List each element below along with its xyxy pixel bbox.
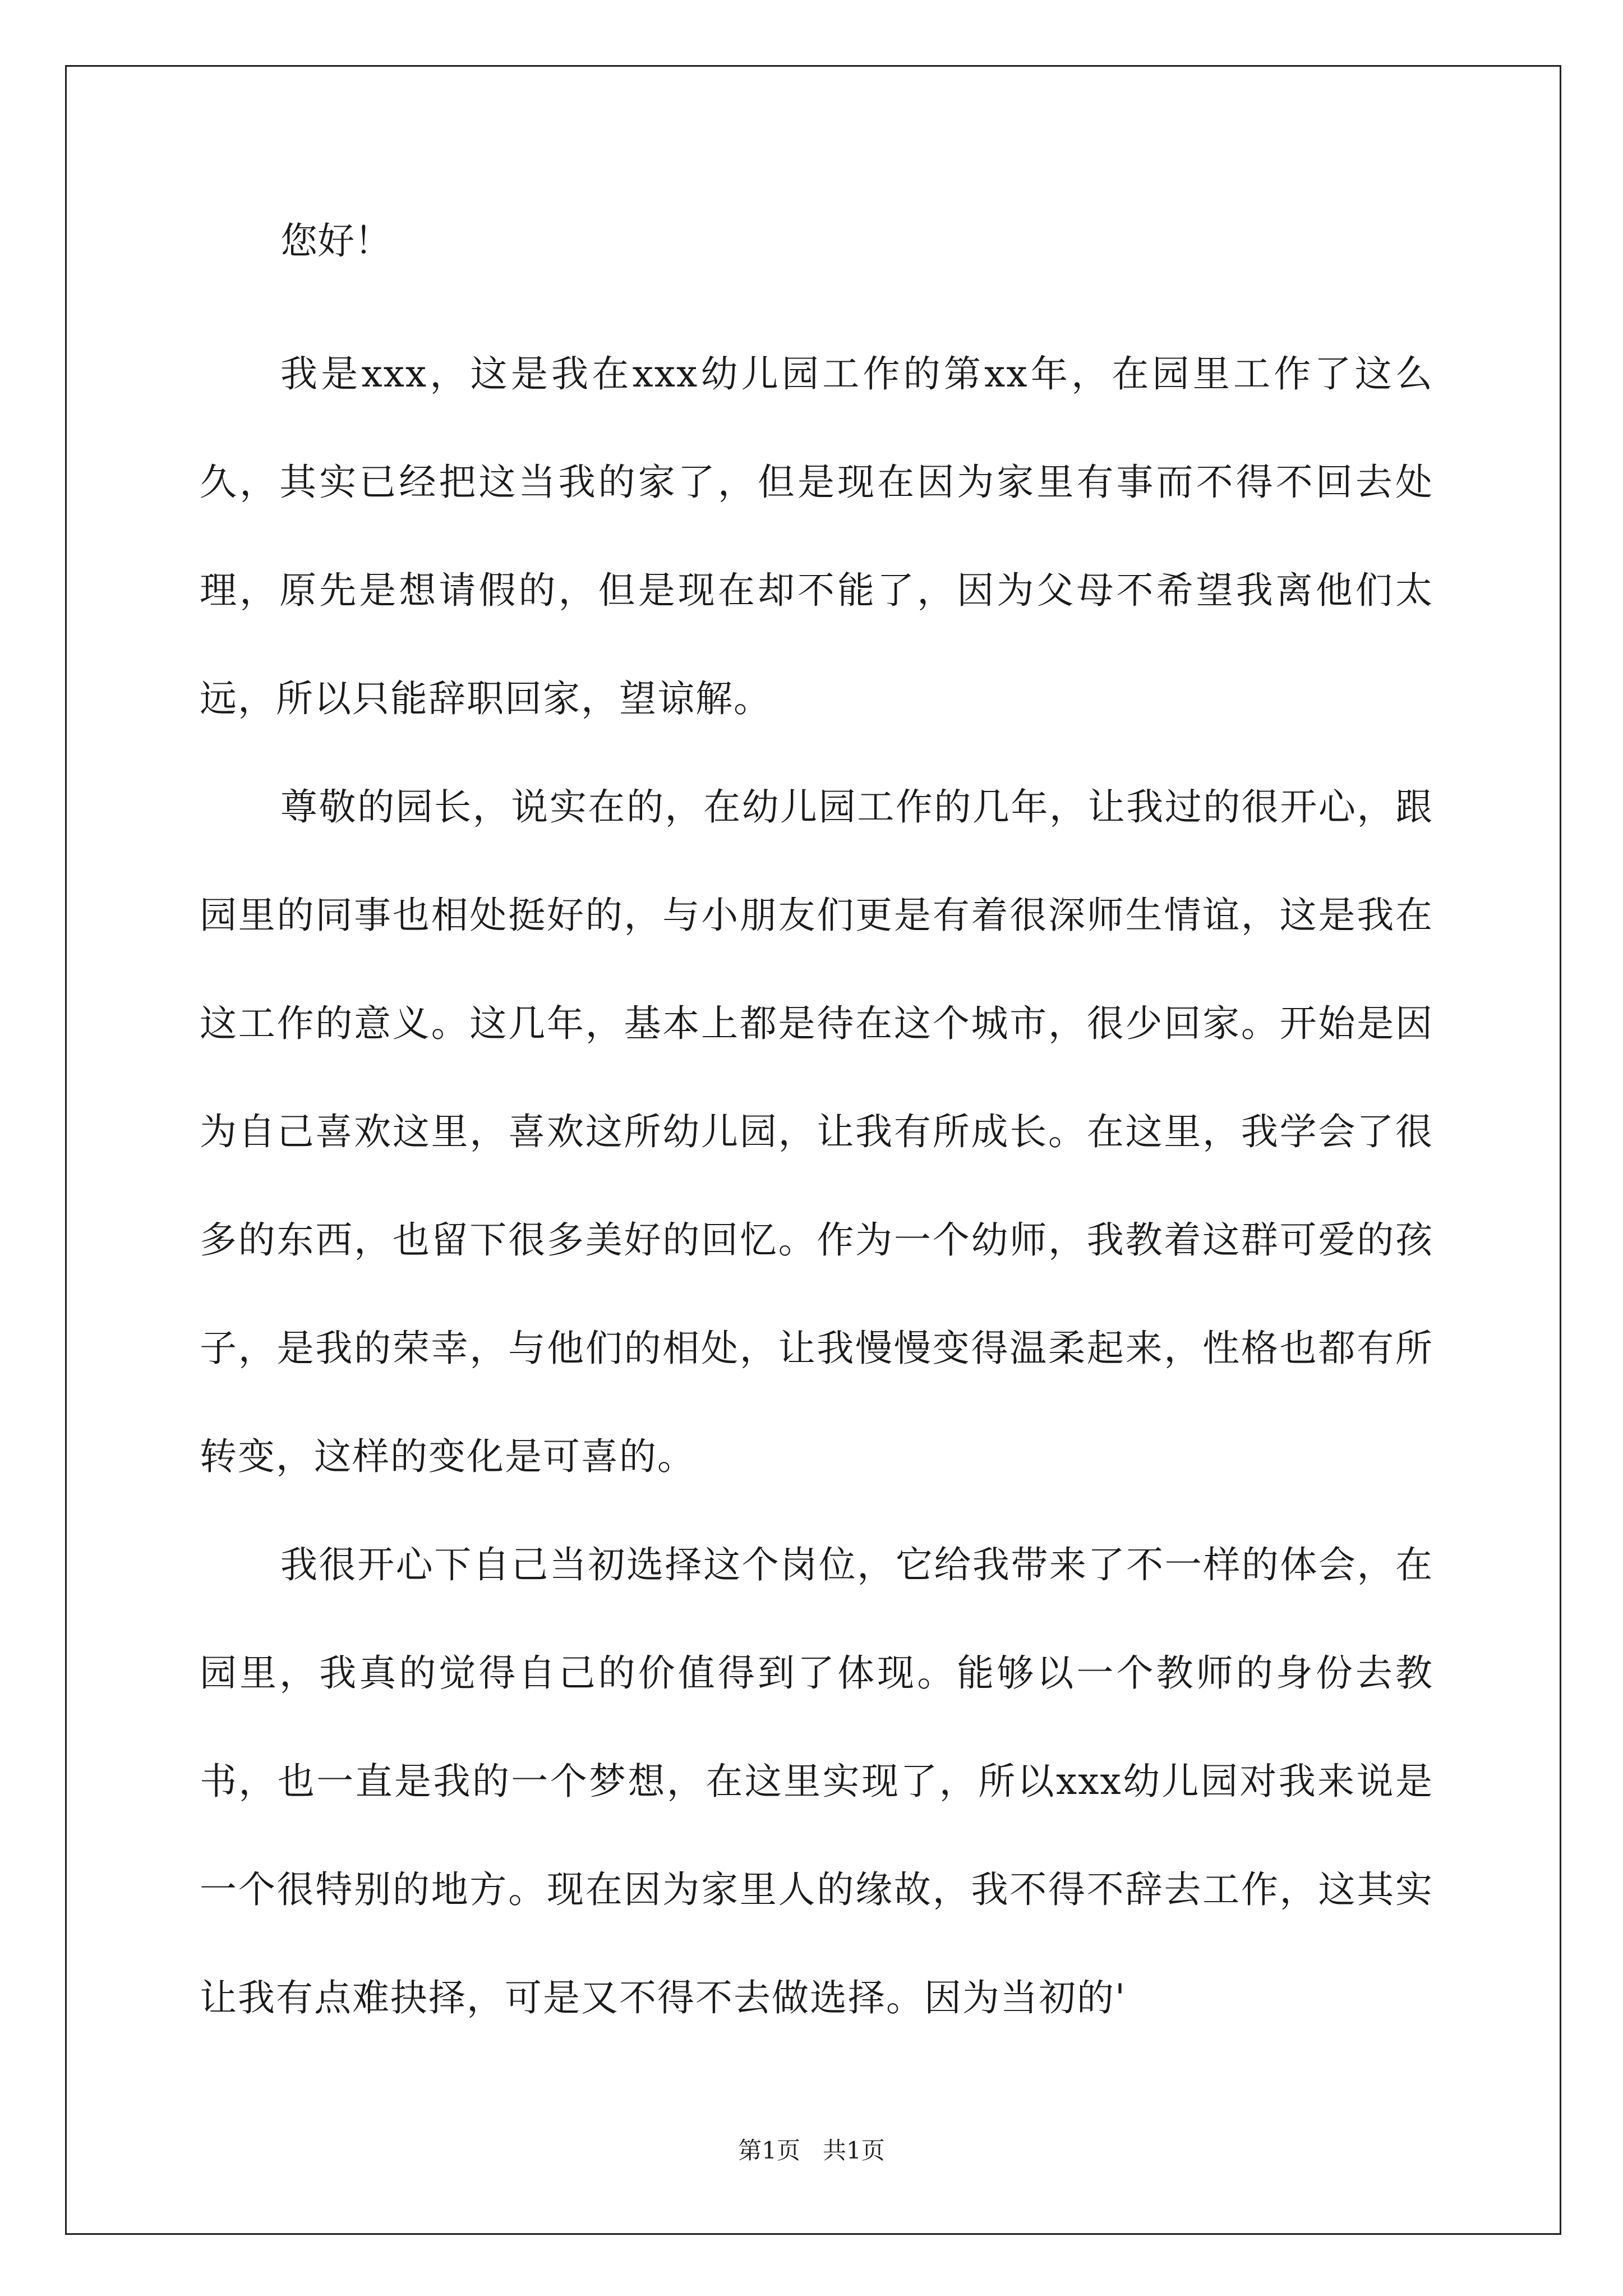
paragraph-2: 尊敬的园长，说实在的，在幼儿园工作的几年，让我过的很开心，跟园里的同事也相处挺好的，与小朋友们更是有着很深师生情谊，这是我在这工作的意义。这几年，基本上都是待在这个城市，很少回家。开始是因为自己喜欢这里，喜欢这所幼儿园，让我有所成长。在这里，我学会了很多的东西，也留下很多美好的回忆。作为一个幼师，我教着这群可爱的孩子，是我的荣幸，与他们的相处，让我慢慢变得温柔起来，性格也都有所转变，这样的变化是可喜的。 xyxy=(200,785,1433,1478)
greeting: 您好！ xyxy=(280,219,391,263)
paragraph-1: 我是xxx，这是我在xxx幼儿园工作的第xx年，在园里工作了这么久，其实已经把这当我的家了，但是现在因为家里有事而不得不回去处理，原先是想请假的，但是现在却不能了，因为父母不希望我离他们太远，所以只能辞职回家，望谅解。 xyxy=(200,352,1433,720)
page-footer: 第1页 共1页 xyxy=(738,2137,885,2164)
paragraph-3: 我很开心下自己当初选择这个岗位，它给我带来了不一样的体会，在园里，我真的觉得自己的价值得到了体现。能够以一个教师的身份去教书，也一直是我的一个梦想，在这里实现了，所以xxx幼儿园对我来说是一个很特别的地方。现在因为家里人的缘故，我不得不辞去工作，这其实让我有点难抉择，可是又不得不去做选择。因为当初的' xyxy=(200,1543,1433,2019)
letter-body xyxy=(200,213,1433,2052)
